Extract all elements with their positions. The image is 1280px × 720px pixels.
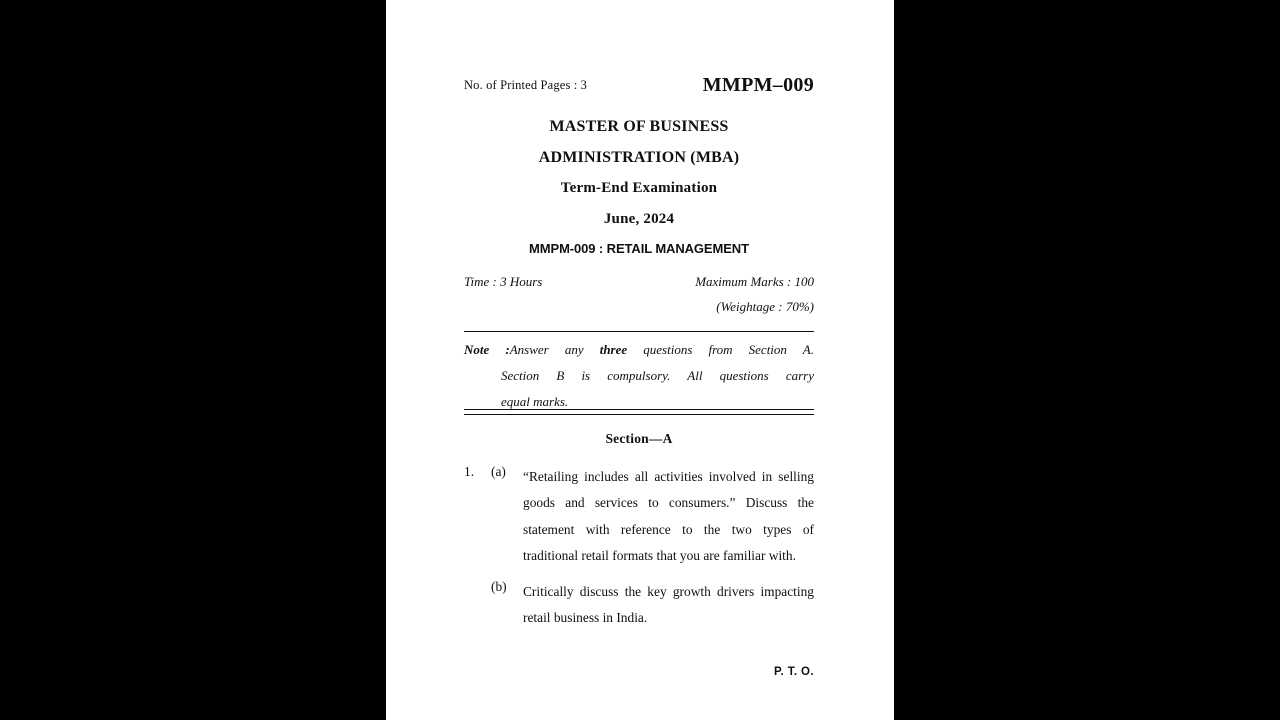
note-emphasis-three: three bbox=[599, 342, 628, 357]
examination-type: Term-End Examination bbox=[560, 180, 718, 196]
question-1-part-b-text: Critically discuss the key growth drivers impacting retail business in India. bbox=[523, 583, 814, 626]
note-line-3: equal marks. bbox=[501, 394, 569, 410]
title-block bbox=[464, 112, 814, 256]
weightage: (Weightage : 70%) bbox=[716, 299, 814, 314]
question-1 bbox=[464, 464, 814, 631]
page-content bbox=[464, 0, 814, 720]
page-turn-over-footer: P. T. O. bbox=[773, 666, 814, 678]
note-line-2: Section B is compulsory. All questions carry bbox=[501, 368, 814, 384]
program-title-line-2: ADMINISTRATION (MBA) bbox=[538, 148, 740, 166]
section-heading: Section—A bbox=[605, 431, 673, 446]
subject-title: MMPM-009 : RETAIL MANAGEMENT bbox=[529, 241, 749, 256]
note-label: Note : bbox=[464, 342, 510, 357]
time-allowed: Time : 3 Hours bbox=[464, 274, 543, 289]
question-1-number: 1. bbox=[464, 464, 475, 479]
note-line-1-text-a: Answer any bbox=[509, 342, 600, 357]
question-1-part-b-label: (b) bbox=[491, 578, 507, 594]
note-rule-top bbox=[464, 331, 814, 332]
question-1-parts bbox=[464, 464, 814, 631]
program-title-line-1: MASTER OF BUSINESS bbox=[549, 118, 729, 135]
course-code: MMPM–009 bbox=[702, 74, 814, 96]
question-1-part-b bbox=[464, 579, 814, 632]
note-block bbox=[464, 337, 814, 416]
examination-session: June, 2024 bbox=[603, 210, 675, 227]
question-1-part-a bbox=[464, 464, 814, 570]
note-line-1-text-b: questions from Section A. bbox=[627, 342, 814, 357]
exam-page bbox=[386, 0, 894, 720]
exam-meta-block bbox=[464, 272, 814, 322]
printed-pages-label: No. of Printed Pages : 3 bbox=[464, 78, 588, 92]
question-1-part-a-text: “Retailing includes all activities involved in selling goods and services to consumers.” Discuss the statement with reference to the two types of traditional retail formats that you are familiar with. bbox=[523, 469, 814, 564]
meta-row-time-marks bbox=[464, 272, 814, 292]
note-line-1 bbox=[464, 337, 814, 363]
questions-list bbox=[464, 464, 814, 641]
page-header bbox=[464, 74, 814, 102]
maximum-marks: Maximum Marks : 100 bbox=[695, 274, 814, 289]
meta-row-weightage bbox=[464, 292, 814, 322]
question-1-part-a-label: (a) bbox=[491, 464, 506, 479]
note-rule-bottom bbox=[464, 409, 814, 415]
